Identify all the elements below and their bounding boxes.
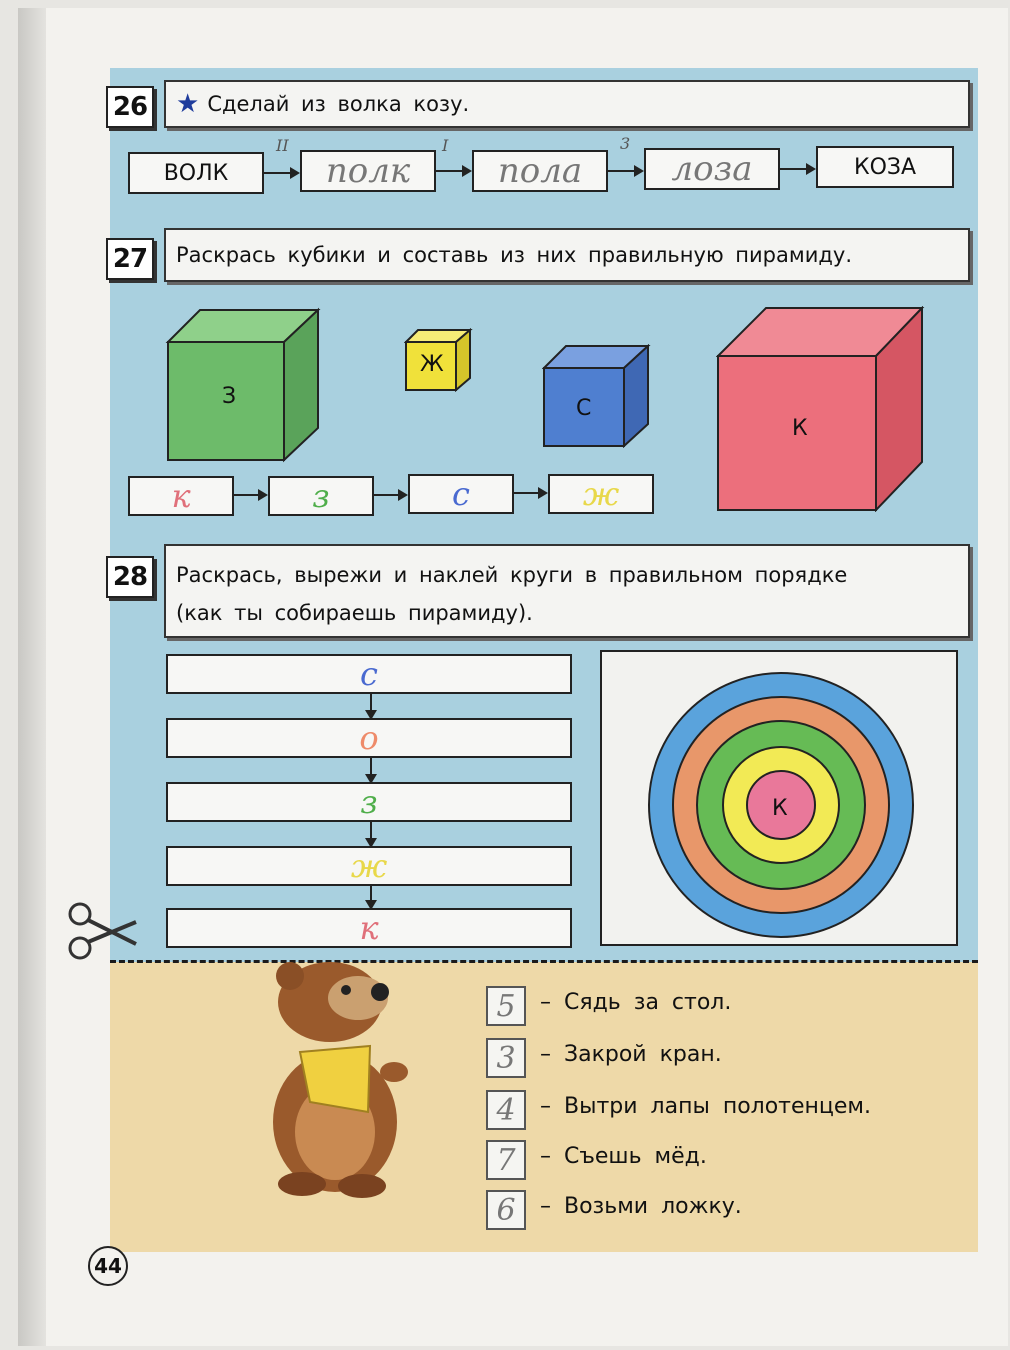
cube-s — [542, 344, 652, 448]
step-mark-2: I — [442, 136, 449, 155]
cube-k-label: К — [792, 416, 808, 441]
word-box-1[interactable]: полк — [300, 150, 436, 192]
arrow-2 — [436, 170, 470, 172]
cube-k — [716, 306, 926, 512]
step-number-box[interactable]: 5 — [486, 986, 526, 1026]
ring-center-label: К — [772, 796, 788, 821]
task-28-line-1: Раскрась, вырежи и наклей круги в правильном порядке — [176, 563, 848, 587]
star-icon: ★ — [176, 89, 200, 119]
task-26-instruction — [164, 80, 970, 128]
cube-order-box-1[interactable]: к — [128, 476, 234, 516]
step-number-box[interactable]: 7 — [486, 1140, 526, 1180]
step-mark-3: 3 — [620, 134, 631, 153]
ring-order-box-4[interactable]: ж — [166, 846, 572, 886]
cube-s-label: С — [576, 396, 592, 421]
cut-line — [110, 960, 978, 963]
cube-arrow-2 — [374, 494, 406, 496]
cube-order-box-2[interactable]: з — [268, 476, 374, 516]
cube-order-box-3[interactable]: с — [408, 474, 514, 514]
ring-order-box-3[interactable]: з — [166, 782, 572, 822]
cube-arrow-1 — [234, 494, 266, 496]
word-box-3[interactable]: лоза — [644, 148, 780, 190]
ring-arrow-3 — [370, 822, 372, 846]
task-27-instruction: Раскрась кубики и составь из них правильную пирамиду. — [164, 228, 970, 282]
step-number-box[interactable]: 3 — [486, 1038, 526, 1078]
task-26-text: Сделай из волка козу. — [207, 92, 470, 116]
task-28-line-2: (как ты собираешь пирамиду). — [176, 601, 533, 625]
step-text: – Закрой кран. — [540, 1042, 722, 1067]
cube-arrow-3 — [514, 492, 546, 494]
step-number-box[interactable]: 4 — [486, 1090, 526, 1130]
cube-zh-label: Ж — [420, 352, 444, 377]
arrow-1 — [264, 172, 298, 174]
arrow-4 — [780, 168, 814, 170]
cube-z-label: З — [222, 384, 237, 409]
arrow-3 — [608, 170, 642, 172]
ring-arrow-2 — [370, 758, 372, 782]
ring-order-box-1[interactable]: с — [166, 654, 572, 694]
word-box-end: КОЗА — [816, 146, 954, 188]
task-number-28: 28 — [106, 556, 154, 598]
ring-arrow-4 — [370, 886, 372, 908]
cube-order-box-4[interactable]: ж — [548, 474, 654, 514]
task-number-26: 26 — [106, 86, 154, 128]
step-text: – Сядь за стол. — [540, 990, 732, 1015]
task-28-instruction — [164, 544, 970, 638]
cube-z — [164, 306, 324, 466]
bear-illustration — [250, 962, 420, 1202]
step-mark-1: II — [276, 136, 289, 155]
page-number: 44 — [88, 1246, 128, 1286]
ring-order-box-2[interactable]: о — [166, 718, 572, 758]
ring-arrow-1 — [370, 694, 372, 718]
page-binding — [18, 8, 46, 1346]
step-text: – Возьми ложку. — [540, 1194, 742, 1219]
step-number-box[interactable]: 6 — [486, 1190, 526, 1230]
word-box-2[interactable]: пола — [472, 150, 608, 192]
scissors-icon — [60, 892, 140, 972]
word-box-start: ВОЛК — [128, 152, 264, 194]
step-text: – Съешь мёд. — [540, 1144, 707, 1169]
step-text: – Вытри лапы полотенцем. — [540, 1094, 872, 1119]
task-number-27: 27 — [106, 238, 154, 280]
ring-order-box-5[interactable]: к — [166, 908, 572, 948]
